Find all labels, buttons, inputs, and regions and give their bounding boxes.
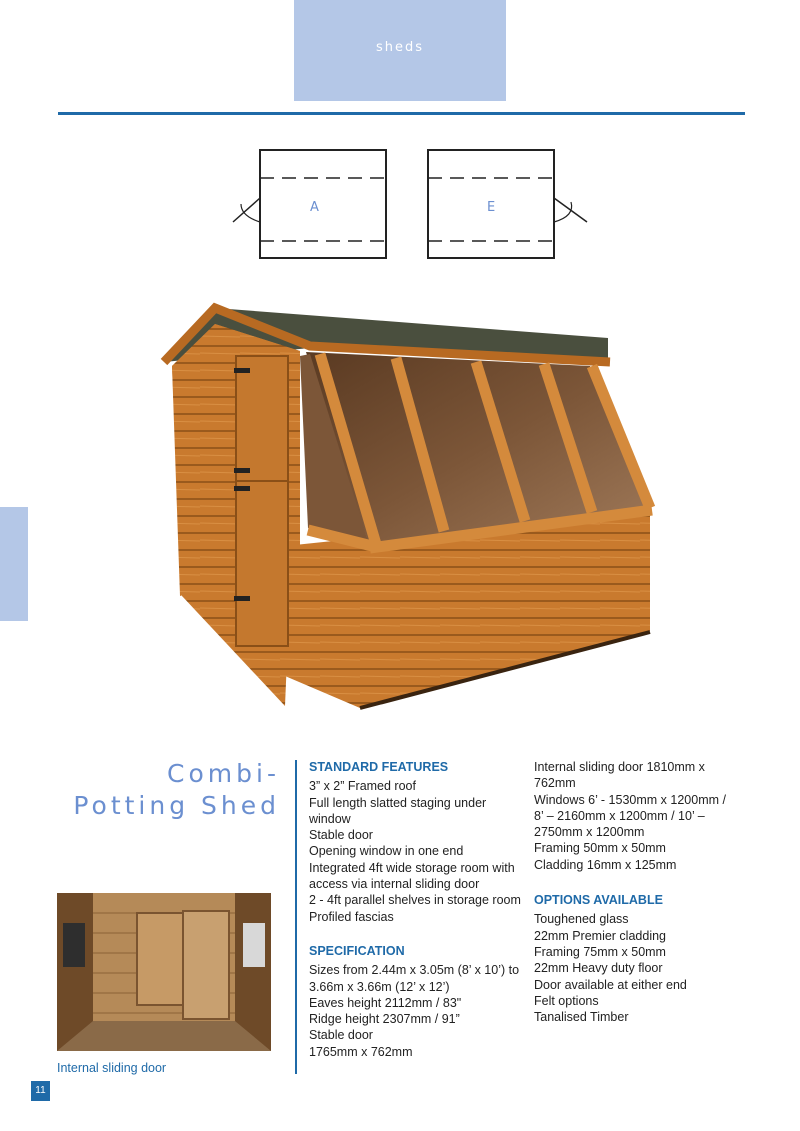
list-item: Framing 50mm x 50mm xyxy=(534,841,666,856)
list-item: Stable door xyxy=(309,1028,373,1043)
product-title xyxy=(60,758,280,822)
options-list xyxy=(534,911,734,1025)
list-item: 1765mm x 762mm xyxy=(309,1044,413,1059)
list-item: Stable door xyxy=(309,828,373,843)
list-item: 22mm Heavy duty floor xyxy=(534,961,663,976)
plan-a-label: A xyxy=(310,200,319,215)
list-item: Ridge height 2307mm / 91” xyxy=(309,1012,460,1027)
list-item: Door available at either end xyxy=(534,977,687,992)
standard-features-heading: STANDARD FEATURES xyxy=(309,760,449,774)
list-item: Opening window in one end xyxy=(309,844,464,859)
header-rule xyxy=(58,112,745,115)
floor-plan-diagrams xyxy=(215,140,595,270)
specification-heading: SPECIFICATION xyxy=(309,943,405,958)
list-item: 22mm Premier cladding xyxy=(534,928,666,943)
list-item: Tanalised Timber xyxy=(534,1010,629,1025)
features-column xyxy=(309,759,521,1060)
list-item: Framing 75mm x 50mm xyxy=(534,944,666,959)
list-item: Windows 6’ - 1530mm x 1200mm / 8’ – 2160mm x 1200mm / 10’ – 2750mm x 1200mm xyxy=(534,792,726,840)
list-item: Felt options xyxy=(534,993,599,1008)
list-item: Cladding 16mm x 125mm xyxy=(534,857,677,872)
section-tab xyxy=(294,0,506,101)
list-item: 3” x 2” Framed roof xyxy=(309,779,416,794)
list-item: Toughened glass xyxy=(534,912,629,927)
list-item: Internal sliding door 1810mm x 762mm xyxy=(534,760,705,791)
shed-photo xyxy=(160,296,660,714)
side-tab-marker xyxy=(0,507,28,621)
specification-list xyxy=(309,962,521,1060)
section-tab-label: sheds xyxy=(375,40,425,55)
list-item: Full length slatted staging under window xyxy=(309,795,487,826)
page-number: 11 xyxy=(31,1081,50,1101)
list-item: Sizes from 2.44m x 3.05m (8’ x 10’) to 3.66m x 3.66m (12’ x 12’) xyxy=(309,963,520,994)
specification-continued-list xyxy=(534,759,734,873)
options-heading: OPTIONS AVAILABLE xyxy=(534,893,663,908)
product-title-line2: Potting Shed xyxy=(73,791,280,820)
interior-photo-caption: Internal sliding door xyxy=(57,1061,167,1075)
product-title-line1: Combi- xyxy=(167,759,280,788)
standard-features-list xyxy=(309,778,521,925)
column-divider xyxy=(295,760,297,1074)
list-item: Integrated 4ft wide storage room with access via internal sliding door xyxy=(309,860,515,892)
list-item: 2 - 4ft parallel shelves in storage room xyxy=(309,893,521,908)
plan-e-label: E xyxy=(487,200,496,215)
options-column xyxy=(534,759,734,1025)
list-item: Profiled fascias xyxy=(309,909,394,924)
list-item: Eaves height 2112mm / 83" xyxy=(309,995,462,1010)
interior-photo xyxy=(57,893,271,1051)
plan-e xyxy=(428,150,587,258)
